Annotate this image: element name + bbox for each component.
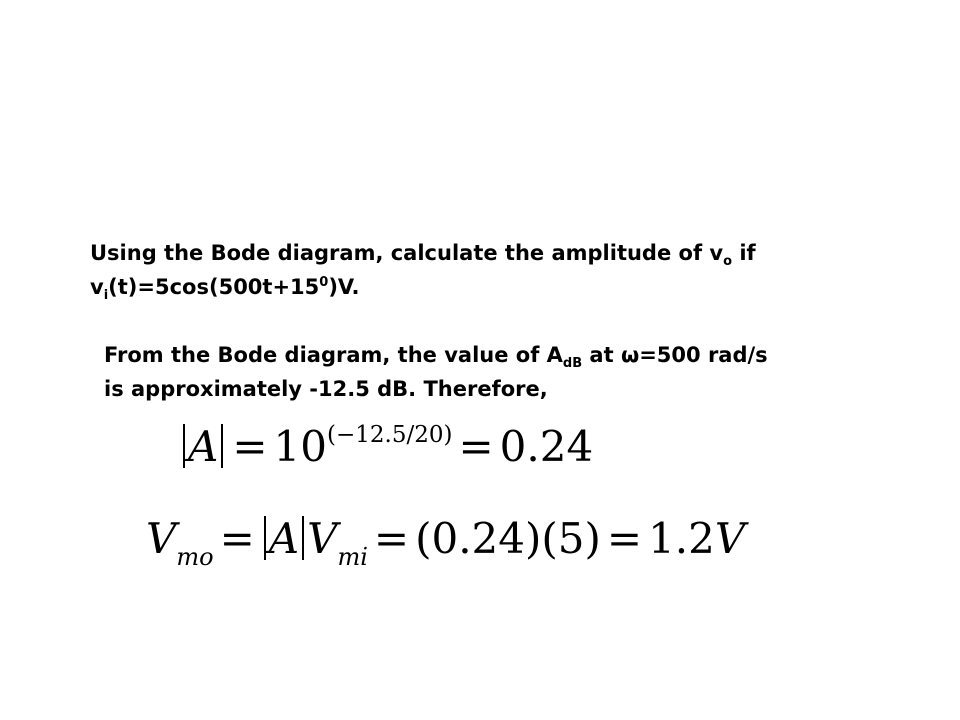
gain-symbol: A (188, 422, 219, 471)
subscript-i: i (103, 288, 109, 303)
input-voltage-symbol: V (307, 514, 338, 563)
subscript-mi: mi (337, 543, 368, 571)
subscript-o: o (723, 254, 733, 269)
abs-bar-left (183, 424, 185, 468)
abs-bar-right (302, 516, 304, 560)
gain-symbol: A (268, 514, 300, 563)
question-line-2-text: (t)=5cos(500t+15 (108, 275, 320, 299)
product-expression: (0.24)(5) (415, 514, 601, 563)
answer-line-1-end: at ω=500 rad/s (582, 343, 768, 367)
answer-text (104, 340, 768, 405)
exponent: (−12.5/20) (327, 422, 453, 448)
variable-v: v (90, 275, 104, 299)
answer-line-2: is approximately -12.5 dB. Therefore, (104, 377, 548, 401)
answer-line-1-text: From the Bode diagram, the value of A (104, 343, 563, 367)
question-text (90, 238, 756, 306)
gain-equation (180, 422, 593, 479)
abs-bar-right (221, 424, 223, 468)
subscript-db: dB (562, 356, 583, 371)
equals-sign: = (458, 422, 494, 471)
amplitude-result: 1.2 (648, 514, 715, 563)
base-ten: 10 (273, 422, 327, 471)
equals-sign: = (606, 514, 643, 563)
equals-sign: = (373, 514, 410, 563)
question-line-2 (90, 272, 756, 306)
question-line-1-text: Using the Bode diagram, calculate the amplitude of v (90, 241, 724, 265)
superscript-degree: 0 (319, 275, 329, 290)
abs-bar-left (264, 516, 266, 560)
amplitude-equation (146, 514, 745, 570)
equals-sign: = (219, 514, 255, 563)
question-line-2-end: )V. (328, 275, 360, 299)
subscript-mo: mo (176, 543, 214, 571)
equals-sign: = (232, 422, 268, 471)
question-line-1-end: if (732, 241, 756, 265)
question-line-1 (90, 238, 756, 272)
answer-line-1 (104, 340, 768, 374)
gain-result: 0.24 (499, 422, 594, 471)
unit-volts: V (714, 514, 746, 563)
output-voltage-symbol: V (146, 514, 177, 563)
